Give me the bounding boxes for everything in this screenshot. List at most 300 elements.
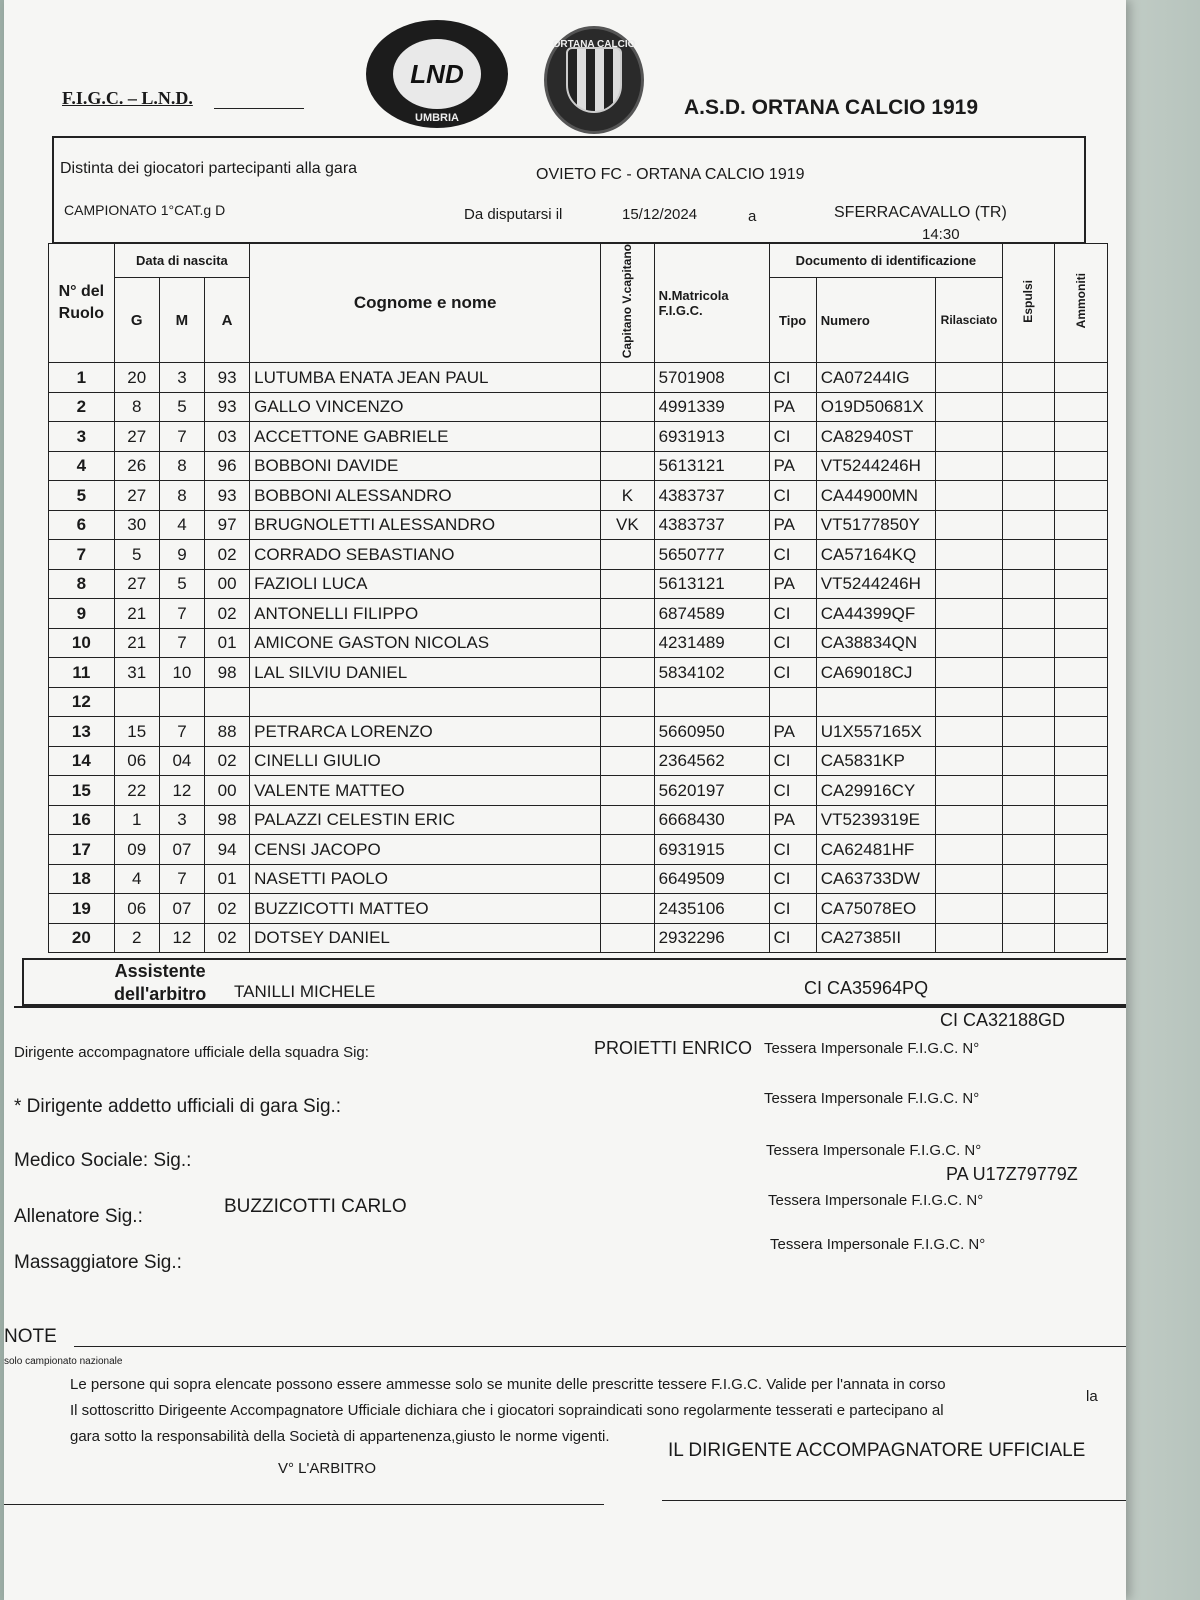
captain-mark [601,776,654,806]
table-row [49,481,1108,511]
row-number: 3 [49,422,115,452]
doc-rilasciato [935,805,1002,835]
birth-month: 8 [159,451,204,481]
doc-type: CI [769,422,816,452]
at-label: a [748,208,757,225]
doc-number: CA07244IG [816,363,935,393]
row-number: 19 [49,894,115,924]
birth-month: 3 [159,363,204,393]
dirigente-tessera: Tessera Impersonale F.I.G.C. N° [764,1040,980,1057]
matricola: 5613121 [654,569,769,599]
table-row [49,864,1108,894]
doc-number: O19D50681X [816,392,935,422]
row-number: 1 [49,363,115,393]
matricola: 5650777 [654,540,769,570]
birth-year: 93 [205,481,250,511]
referee-signature-line [4,1504,604,1505]
col-g-header: G [114,277,159,362]
captain-mark [601,835,654,865]
assistant-label [114,960,206,1006]
row-number: 10 [49,628,115,658]
player-name: BOBBONI DAVIDE [250,451,601,481]
row-number: 14 [49,746,115,776]
espulsi-cell [1003,540,1054,570]
ammoniti-cell [1054,510,1107,540]
birth-day: 8 [114,392,159,422]
table-row [49,363,1108,393]
ammoniti-cell [1054,894,1107,924]
dirigente-sign-label: IL DIRIGENTE ACCOMPAGNATORE UFFICIALE [668,1440,1086,1461]
doc-rilasciato [935,746,1002,776]
matricola: 4383737 [654,510,769,540]
ammoniti-cell [1054,481,1107,511]
table-row [49,599,1108,629]
col-a-header: A [205,277,250,362]
row-number: 2 [49,392,115,422]
doc-type: CI [769,658,816,688]
player-name: PETRARCA LORENZO [250,717,601,747]
row-number: 9 [49,599,115,629]
matricola: 5834102 [654,658,769,688]
disclaimer-paragraph-2: Il sottoscritto Dirigеente Accompagnatore Ufficiale dichiara che i giocatori sopraindicati sono regolarmente tesserati e partecipano al [70,1402,944,1419]
doc-type [769,687,816,717]
captain-mark [601,422,654,452]
ammoniti-cell [1054,835,1107,865]
captain-mark [601,658,654,688]
ammoniti-header-text: Ammoniti [1073,273,1088,329]
espulsi-cell [1003,569,1054,599]
col-doc-header: Documento di identificazione [769,244,1003,278]
doc-type: PA [769,451,816,481]
disclaimer-paragraph-1: Le persone qui sopra elencate possono essere ammesse solo se munite delle prescritte tessere F.I.G.C. Valide per l'annata in corso [70,1376,946,1393]
player-name: DOTSEY DANIEL [250,923,601,953]
birth-year: 03 [205,422,250,452]
row-number: 5 [49,481,115,511]
birth-day: 21 [114,599,159,629]
birth-day [114,687,159,717]
allenatore-label: Allenatore Sig.: [14,1206,143,1227]
captain-mark [601,805,654,835]
doc-number: CA82940ST [816,422,935,452]
doc-rilasciato [935,658,1002,688]
ammoniti-cell [1054,717,1107,747]
doc-number: VT5239319E [816,805,935,835]
row-number: 15 [49,776,115,806]
doc-rilasciato [935,864,1002,894]
doc-number [816,687,935,717]
row-number: 6 [49,510,115,540]
allenatore-name: BUZZICOTTI CARLO [224,1196,407,1217]
table-row [49,687,1108,717]
espulsi-cell [1003,451,1054,481]
espulsi-cell [1003,805,1054,835]
ammoniti-cell [1054,658,1107,688]
doc-type: CI [769,894,816,924]
birth-year: 02 [205,746,250,776]
doc-rilasciato [935,894,1002,924]
table-row [49,510,1108,540]
espulsi-cell [1003,658,1054,688]
birth-year: 88 [205,717,250,747]
table-row [49,392,1108,422]
birth-month: 7 [159,422,204,452]
doc-type: PA [769,717,816,747]
ammoniti-cell [1054,805,1107,835]
birth-year: 00 [205,569,250,599]
player-name: LUTUMBA ENATA JEAN PAUL [250,363,601,393]
doc-rilasciato [935,628,1002,658]
player-name: FAZIOLI LUCA [250,569,601,599]
ammoniti-cell [1054,569,1107,599]
birth-day: 31 [114,658,159,688]
player-name: BUZZICOTTI MATTEO [250,894,601,924]
birth-year: 02 [205,923,250,953]
doc-rilasciato [935,923,1002,953]
header-underline [214,108,304,109]
col-m-header: M [159,277,204,362]
doc-number: CA5831KP [816,746,935,776]
row-number: 12 [49,687,115,717]
birth-month: 5 [159,569,204,599]
doc-number: VT5177850Y [816,510,935,540]
massaggiatore-label: Massaggiatore Sig.: [14,1252,182,1273]
dirigente-label: Dirigente accompagnatore ufficiale della squadra Sig: [14,1044,369,1061]
matricola: 6931915 [654,835,769,865]
captain-mark [601,599,654,629]
birth-year: 93 [205,363,250,393]
birth-year: 98 [205,658,250,688]
birth-year: 96 [205,451,250,481]
row-number: 20 [49,923,115,953]
doc-type: PA [769,805,816,835]
match-place: SFERRACAVALLO (TR) [834,204,1007,221]
doc-number: CA29916CY [816,776,935,806]
ammoniti-cell [1054,540,1107,570]
birth-year: 94 [205,835,250,865]
birth-year: 00 [205,776,250,806]
row-number: 17 [49,835,115,865]
doc-type: PA [769,510,816,540]
ammoniti-cell [1054,599,1107,629]
birth-month: 07 [159,835,204,865]
birth-month: 7 [159,717,204,747]
birth-day: 27 [114,481,159,511]
table-row [49,658,1108,688]
doc-type: CI [769,599,816,629]
birth-year: 02 [205,894,250,924]
note-line [74,1346,1126,1347]
birth-month: 7 [159,864,204,894]
row-number: 13 [49,717,115,747]
table-row [49,540,1108,570]
doc-rilasciato [935,510,1002,540]
matricola: 6874589 [654,599,769,629]
doc-type: CI [769,835,816,865]
doc-rilasciato [935,540,1002,570]
birth-year [205,687,250,717]
birth-month: 5 [159,392,204,422]
assistant-label-line1: Assistente [114,961,206,981]
doc-rilasciato [935,599,1002,629]
player-name: BOBBONI ALESSANDRO [250,481,601,511]
captain-mark [601,923,654,953]
row-number: 18 [49,864,115,894]
addetto-label: * Dirigente addetto ufficiali di gara Sig.: [14,1096,342,1117]
birth-month: 12 [159,923,204,953]
allenatore-tessera: Tessera Impersonale F.I.G.C. N° [768,1192,984,1209]
ammoniti-cell [1054,687,1107,717]
doc-number: CA69018CJ [816,658,935,688]
espulsi-cell [1003,835,1054,865]
espulsi-cell [1003,864,1054,894]
table-row [49,805,1108,835]
col-numero-header: Numero [816,277,935,362]
championship: CAMPIONATO 1°CAT.g D [64,202,226,218]
doc-rilasciato [935,392,1002,422]
player-name: ACCETTONE GABRIELE [250,422,601,452]
matricola: 5660950 [654,717,769,747]
birth-day: 22 [114,776,159,806]
row-number: 4 [49,451,115,481]
ammoniti-cell [1054,422,1107,452]
player-name: PALAZZI CELESTIN ERIC [250,805,601,835]
matricola: 4383737 [654,481,769,511]
table-row [49,628,1108,658]
medico-doc: PA U17Z79779Z [946,1164,1078,1184]
col-captain-header [601,244,654,363]
ammoniti-cell [1054,864,1107,894]
referee-assistant-row [22,958,1126,1006]
ortana-shield-icon [566,47,622,113]
table-row [49,422,1108,452]
col-espulsi-header [1003,244,1054,363]
ammoniti-cell [1054,776,1107,806]
player-name: AMICONE GASTON NICOLAS [250,628,601,658]
col-rilasciato-header: Rilasciato [935,277,1002,362]
doc-number: VT5244246H [816,569,935,599]
doc-number: CA62481HF [816,835,935,865]
ammoniti-cell [1054,923,1107,953]
col-name-header: Cognome e nome [250,244,601,363]
espulsi-cell [1003,510,1054,540]
birth-month: 04 [159,746,204,776]
doc-number: CA27385II [816,923,935,953]
assistant-doc: CI CA35964PQ [804,978,929,998]
doc-rilasciato [935,481,1002,511]
dirigente-doc: CI CA32188GD [940,1010,1066,1030]
officials-section [14,1006,1126,1326]
form-title: Distinta dei giocatori partecipanti alla gara [60,160,358,177]
doc-type: PA [769,392,816,422]
row-number: 8 [49,569,115,599]
espulsi-cell [1003,894,1054,924]
table-row [49,923,1108,953]
birth-day: 27 [114,422,159,452]
ammoniti-cell [1054,363,1107,393]
captain-mark [601,687,654,717]
doc-number: CA44399QF [816,599,935,629]
note-label: NOTE [4,1326,57,1347]
captain-mark [601,894,654,924]
birth-day: 4 [114,864,159,894]
matricola: 2932296 [654,923,769,953]
matricola: 4991339 [654,392,769,422]
player-name: CORRADO SEBASTIANO [250,540,601,570]
espulsi-cell [1003,599,1054,629]
note-subtitle: solo campionato nazionale [4,1356,123,1367]
dirigente-name: PROIETTI ENRICO [594,1038,753,1058]
matricola: 5620197 [654,776,769,806]
captain-mark [601,451,654,481]
ammoniti-cell [1054,451,1107,481]
col-num-header: N° del Ruolo [49,244,115,363]
birth-year: 98 [205,805,250,835]
birth-day: 20 [114,363,159,393]
espulsi-cell [1003,363,1054,393]
birth-year: 02 [205,540,250,570]
birth-month: 7 [159,599,204,629]
birth-month: 4 [159,510,204,540]
birth-day: 30 [114,510,159,540]
birth-year: 01 [205,864,250,894]
player-name: BRUGNOLETTI ALESSANDRO [250,510,601,540]
table-row [49,451,1108,481]
table-header-row [49,244,1108,278]
date-label: Da disputarsi il [464,206,563,223]
captain-mark [601,569,654,599]
col-ammoniti-header [1054,244,1107,363]
players-table [48,243,1108,953]
ammoniti-cell [1054,392,1107,422]
birth-month: 12 [159,776,204,806]
birth-year: 01 [205,628,250,658]
captain-mark [601,864,654,894]
doc-number: CA44900MN [816,481,935,511]
col-matricola-header: N.Matricola F.I.G.C. [654,244,769,363]
doc-rilasciato [935,363,1002,393]
table-row [49,894,1108,924]
col-birth-header: Data di nascita [114,244,249,278]
paper-sheet [4,0,1126,1600]
birth-month: 10 [159,658,204,688]
table-row [49,835,1108,865]
captain-mark: VK [601,510,654,540]
birth-day: 1 [114,805,159,835]
birth-day: 26 [114,451,159,481]
doc-number: U1X557165X [816,717,935,747]
federation-title: F.I.G.C. – L.N.D. [62,88,193,108]
matricola: 6931913 [654,422,769,452]
medico-label: Medico Sociale: Sig.: [14,1150,192,1171]
doc-type: CI [769,540,816,570]
espulsi-header-text: Espulsi [1021,279,1036,323]
birth-month: 8 [159,481,204,511]
espulsi-cell [1003,422,1054,452]
player-name: CENSI JACOPO [250,835,601,865]
birth-day: 06 [114,894,159,924]
doc-rilasciato [935,687,1002,717]
doc-number: CA75078EO [816,894,935,924]
player-name: LAL SILVIU DANIEL [250,658,601,688]
table-row [49,746,1108,776]
captain-header-text: Capitano V.capitano [620,244,635,359]
espulsi-cell [1003,481,1054,511]
match-name: OVIETO FC - ORTANA CALCIO 1919 [536,166,805,183]
lnd-logo-text: LND [393,39,481,109]
addetto-tessera: Tessera Impersonale F.I.G.C. N° [764,1090,980,1107]
birth-day: 27 [114,569,159,599]
doc-number: CA57164KQ [816,540,935,570]
birth-day: 09 [114,835,159,865]
birth-day: 06 [114,746,159,776]
birth-day: 21 [114,628,159,658]
captain-mark [601,746,654,776]
birth-day: 15 [114,717,159,747]
table-row [49,717,1108,747]
birth-month: 3 [159,805,204,835]
assistant-label-line2: dell'arbitro [114,984,207,1004]
lnd-logo-ring-text: UMBRIA [415,112,459,124]
doc-rilasciato [935,717,1002,747]
player-name [250,687,601,717]
player-name: VALENTE MATTEO [250,776,601,806]
match-info-box [52,136,1086,244]
espulsi-cell [1003,746,1054,776]
espulsi-cell [1003,628,1054,658]
doc-type: CI [769,923,816,953]
birth-year: 93 [205,392,250,422]
ortana-calcio-logo [544,26,644,134]
player-name: ANTONELLI FILIPPO [250,599,601,629]
row-number: 16 [49,805,115,835]
doc-type: CI [769,776,816,806]
captain-mark [601,628,654,658]
captain-mark [601,392,654,422]
assistant-name: TANILLI MICHELE [234,982,376,1001]
captain-mark: K [601,481,654,511]
matricola: 2364562 [654,746,769,776]
doc-rilasciato [935,422,1002,452]
doc-rilasciato [935,835,1002,865]
doc-type: CI [769,746,816,776]
table-row [49,569,1108,599]
birth-day: 2 [114,923,159,953]
matricola [654,687,769,717]
birth-month: 9 [159,540,204,570]
captain-mark [601,540,654,570]
espulsi-cell [1003,717,1054,747]
matricola: 5613121 [654,451,769,481]
dirigente-signature-line [662,1500,1126,1501]
massaggiatore-tessera: Tessera Impersonale F.I.G.C. N° [770,1236,986,1253]
row-number: 7 [49,540,115,570]
espulsi-cell [1003,687,1054,717]
matricola: 6649509 [654,864,769,894]
captain-mark [601,363,654,393]
doc-type: CI [769,628,816,658]
disclaimer-paragraph-3: gara sotto la responsabilità della Società di appartenenza,giusto le norme vigenti. [70,1428,610,1445]
matricola: 5701908 [654,363,769,393]
birth-month: 07 [159,894,204,924]
matricola: 6668430 [654,805,769,835]
birth-month: 7 [159,628,204,658]
ortana-logo-ring-text: ORTANA CALCIO [552,39,636,50]
doc-rilasciato [935,451,1002,481]
doc-number: VT5244246H [816,451,935,481]
table-row [49,776,1108,806]
ammoniti-cell [1054,746,1107,776]
medico-tessera: Tessera Impersonale F.I.G.C. N° [766,1142,982,1159]
